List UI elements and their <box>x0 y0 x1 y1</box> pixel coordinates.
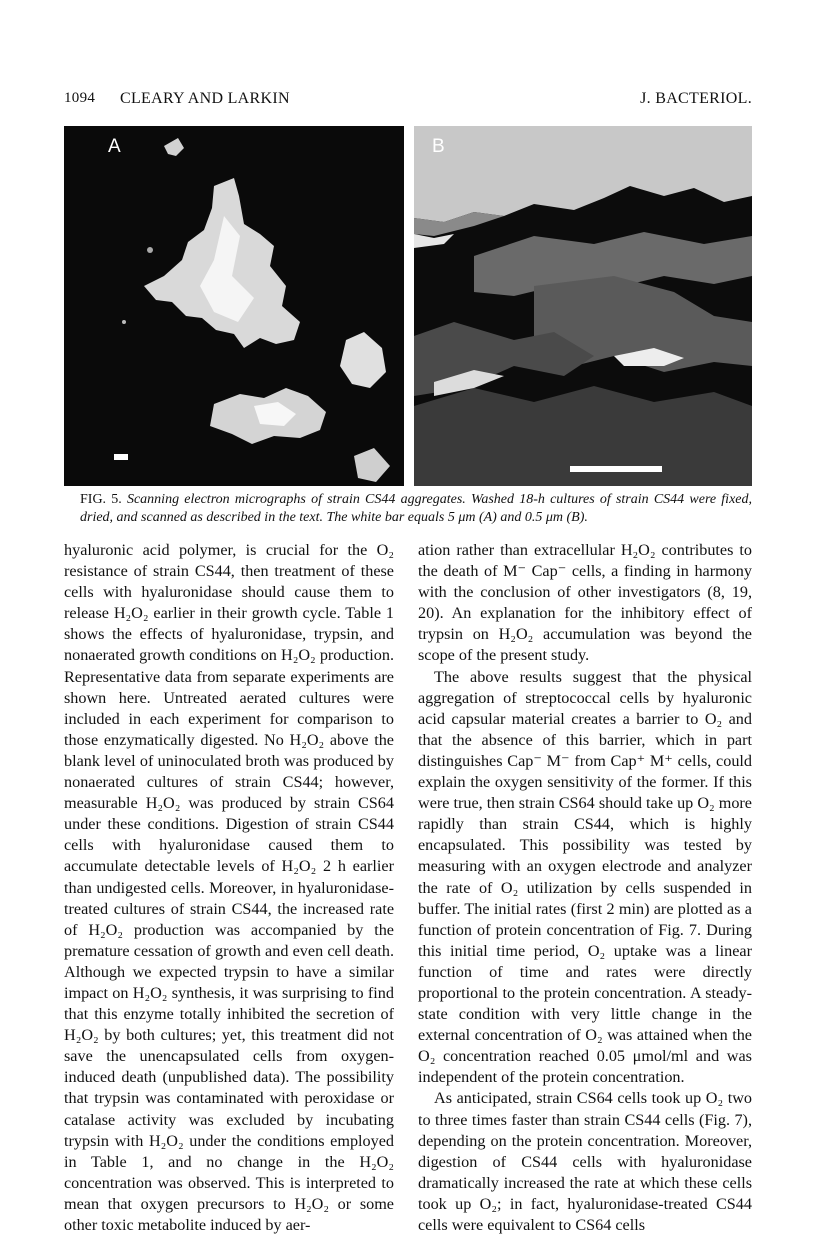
page-number: 1094 <box>64 90 96 106</box>
caption-label: FIG. 5. <box>80 492 122 507</box>
caption-text: Scanning electron micrographs of strain CS44 aggregates. Washed 18-h cultures of strain CS44 were fixed, dried, and scanned as described in the text. The white bar equals 5 μm (A) and 0.5 μm (B). <box>80 492 752 525</box>
panel-b-label: B <box>432 136 445 157</box>
left-paragraph-1: hyaluronic acid polymer, is crucial for the O₂ resistance of strain CS44, then treatment of these cells with hyaluronidase should cause them to release H₂O₂ earlier in their growth cycle. Table 1 shows the effects of hyaluronidase, trypsin, and nonaerated growth conditions on H₂O₂ production. Representative data from separate experiments are shown here. Untreated aerated cultures were included in each experiment for comparison to those enzymatically digested. No H₂O₂ above the blank level of uninoculated broth was produced by nonaerated cultures of strain CS44; however, measurable H₂O₂ was produced by strain CS64 under these conditions. Digestion of strain CS44 cells with hyaluronidase caused them to accumulate detectable levels of H₂O₂ 2 h earlier than undigested cells. Moreover, in hyaluronidase-treated cultures of strain CS44, the increased rate of H₂O₂ production was accompanied by the premature cessation of growth and even cell death. Although we expected trypsin to have a similar impact on H₂O₂ synthesis, it was surprising to find that this enzyme totally inhibited the secretion of H₂O₂ by both cultures; yet, this treatment did not save the unencapsulated cells from oxygen-induced death (unpublished data). The possibility that trypsin was contaminated with peroxidase or catalase activity was excluded by incubating trypsin with H₂O₂ under the conditions employed in Table 1, and no change in the H₂O₂ concentration was observed. This is interpreted to mean that oxygen precursors to H₂O₂ or some other toxic metabolite induced by aer- <box>64 541 394 1234</box>
body-column-left <box>64 540 394 1236</box>
running-header <box>64 90 752 112</box>
figure-caption <box>80 491 752 527</box>
journal-name: J. BACTERIOL. <box>640 90 752 107</box>
micrograph-panel-b <box>414 126 752 486</box>
right-paragraph-2: The above results suggest that the physical aggregation of streptococcal cells by hyaluronic acid capsular material creates a barrier to O₂ and that the absence of this barrier, which in part distinguishes Cap⁻ M⁻ from Cap⁺ M⁺ cells, could explain the oxygen sensitivity of the former. If this were true, then strain CS64 should take up O₂ more rapidly than strain CS44, which is highly encapsulated. This possibility was tested by measuring with an oxygen electrode and analyzer the rate of O₂ utilization by cells suspended in buffer. The initial rates (first 2 min) are plotted as a function of protein concentration of Fig. 7. During this initial time period, O₂ uptake was a linear function of time and rates were directly proportional to the protein concentration. A steady-state condition with very little change in the external concentration of O₂ was attained when the O₂ concentration reached 0.05 μmol/ml and was independent of the protein concentration. <box>418 667 752 1087</box>
right-paragraph-3: As anticipated, strain CS64 cells took up O₂ two to three times faster than strain CS44 cells (Fig. 7), depending on the protein concentration. Moreover, digestion of CS44 cells with hyaluronidase dramatically increased the rate at which these cells took up O₂; in fact, hyaluronidase-treated CS44 cells were equivalent to CS64 cells <box>418 1089 752 1234</box>
panel-a-label: A <box>108 136 121 157</box>
running-authors: CLEARY AND LARKIN <box>120 90 290 107</box>
body-column-right <box>418 540 752 1236</box>
right-paragraph-1: ation rather than extracellular H₂O₂ contributes to the death of M⁻ Cap⁻ cells, a finding in harmony with the conclusion of other investigators (8, 19, 20). An explanation for the inhibitory effect of trypsin on H₂O₂ accumulation was beyond the scope of the present study. <box>418 541 752 665</box>
micrograph-b-image <box>414 126 752 486</box>
micrograph-a-image <box>64 126 404 486</box>
micrograph-panel-a <box>64 126 404 486</box>
